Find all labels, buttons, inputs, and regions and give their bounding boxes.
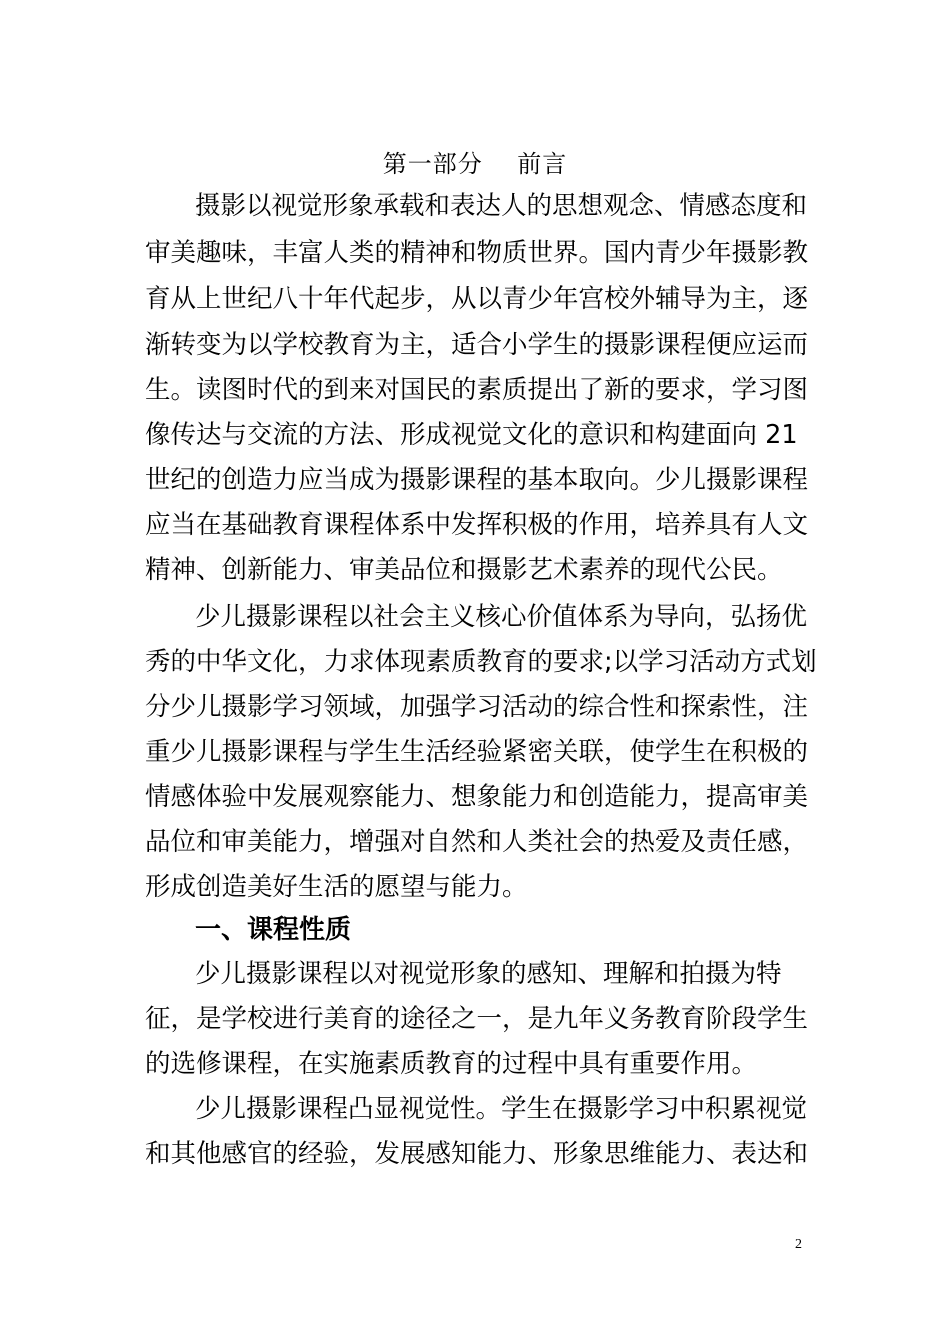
- paragraph-line: 的选修课程，在实施素质教育的过程中具有重要作用。: [145, 1049, 758, 1079]
- paragraph-line: 世纪的创造力应当成为摄影课程的基本取向。少儿摄影课程: [145, 465, 809, 495]
- paragraph-line: 重少儿摄影课程与学生生活经验紧密关联，使学生在积极的: [145, 737, 809, 767]
- paragraph-line: 渐转变为以学校教育为主，适合小学生的摄影课程便应运而: [145, 330, 809, 360]
- paragraph-line: 秀的中华文化，力求体现素质教育的要求;以学习活动方式划: [145, 647, 817, 677]
- paragraph-line: 精神、创新能力、审美品位和摄影艺术素养的现代公民。: [145, 555, 783, 585]
- part-title: 第一部分 前言: [382, 150, 568, 178]
- paragraph-line: 育从上世纪八十年代起步，从以青少年宫校外辅导为主，逐: [145, 284, 809, 314]
- page-number: 2: [795, 1237, 802, 1252]
- paragraph-line: 分少儿摄影学习领域，加强学习活动的综合性和探索性，注: [145, 692, 809, 722]
- paragraph-line: 少儿摄影课程以社会主义核心价值体系为导向，弘扬优: [195, 602, 808, 632]
- paragraph-line: 形成创造美好生活的愿望与能力。: [145, 872, 528, 902]
- paragraph-line: 和其他感官的经验，发展感知能力、形象思维能力、表达和: [145, 1139, 809, 1169]
- paragraph-line: 征，是学校进行美育的途径之一，是九年义务教育阶段学生: [145, 1004, 809, 1034]
- paragraph-line: 情感体验中发展观察能力、想象能力和创造能力，提高审美: [145, 782, 809, 812]
- paragraph-line: 少儿摄影课程以对视觉形象的感知、理解和拍摄为特: [195, 959, 782, 989]
- paragraph-line: 少儿摄影课程凸显视觉性。学生在摄影学习中积累视觉: [195, 1094, 808, 1124]
- paragraph-line: 品位和审美能力，增强对自然和人类社会的热爱及责任感，: [145, 827, 809, 857]
- paragraph-line: 审美趣味，丰富人类的精神和物质世界。国内青少年摄影教: [145, 238, 809, 268]
- paragraph-line: 生。读图时代的到来对国民的素质提出了新的要求，学习图: [145, 375, 809, 405]
- paragraph-line: 应当在基础教育课程体系中发挥积极的作用，培养具有人文: [145, 510, 809, 540]
- section-heading: 一、课程性质: [195, 915, 352, 945]
- paragraph-line: 像传达与交流的方法、形成视觉文化的意识和构建面向 21: [145, 420, 798, 450]
- paragraph-line: 摄影以视觉形象承载和表达人的思想观念、情感态度和: [195, 191, 808, 221]
